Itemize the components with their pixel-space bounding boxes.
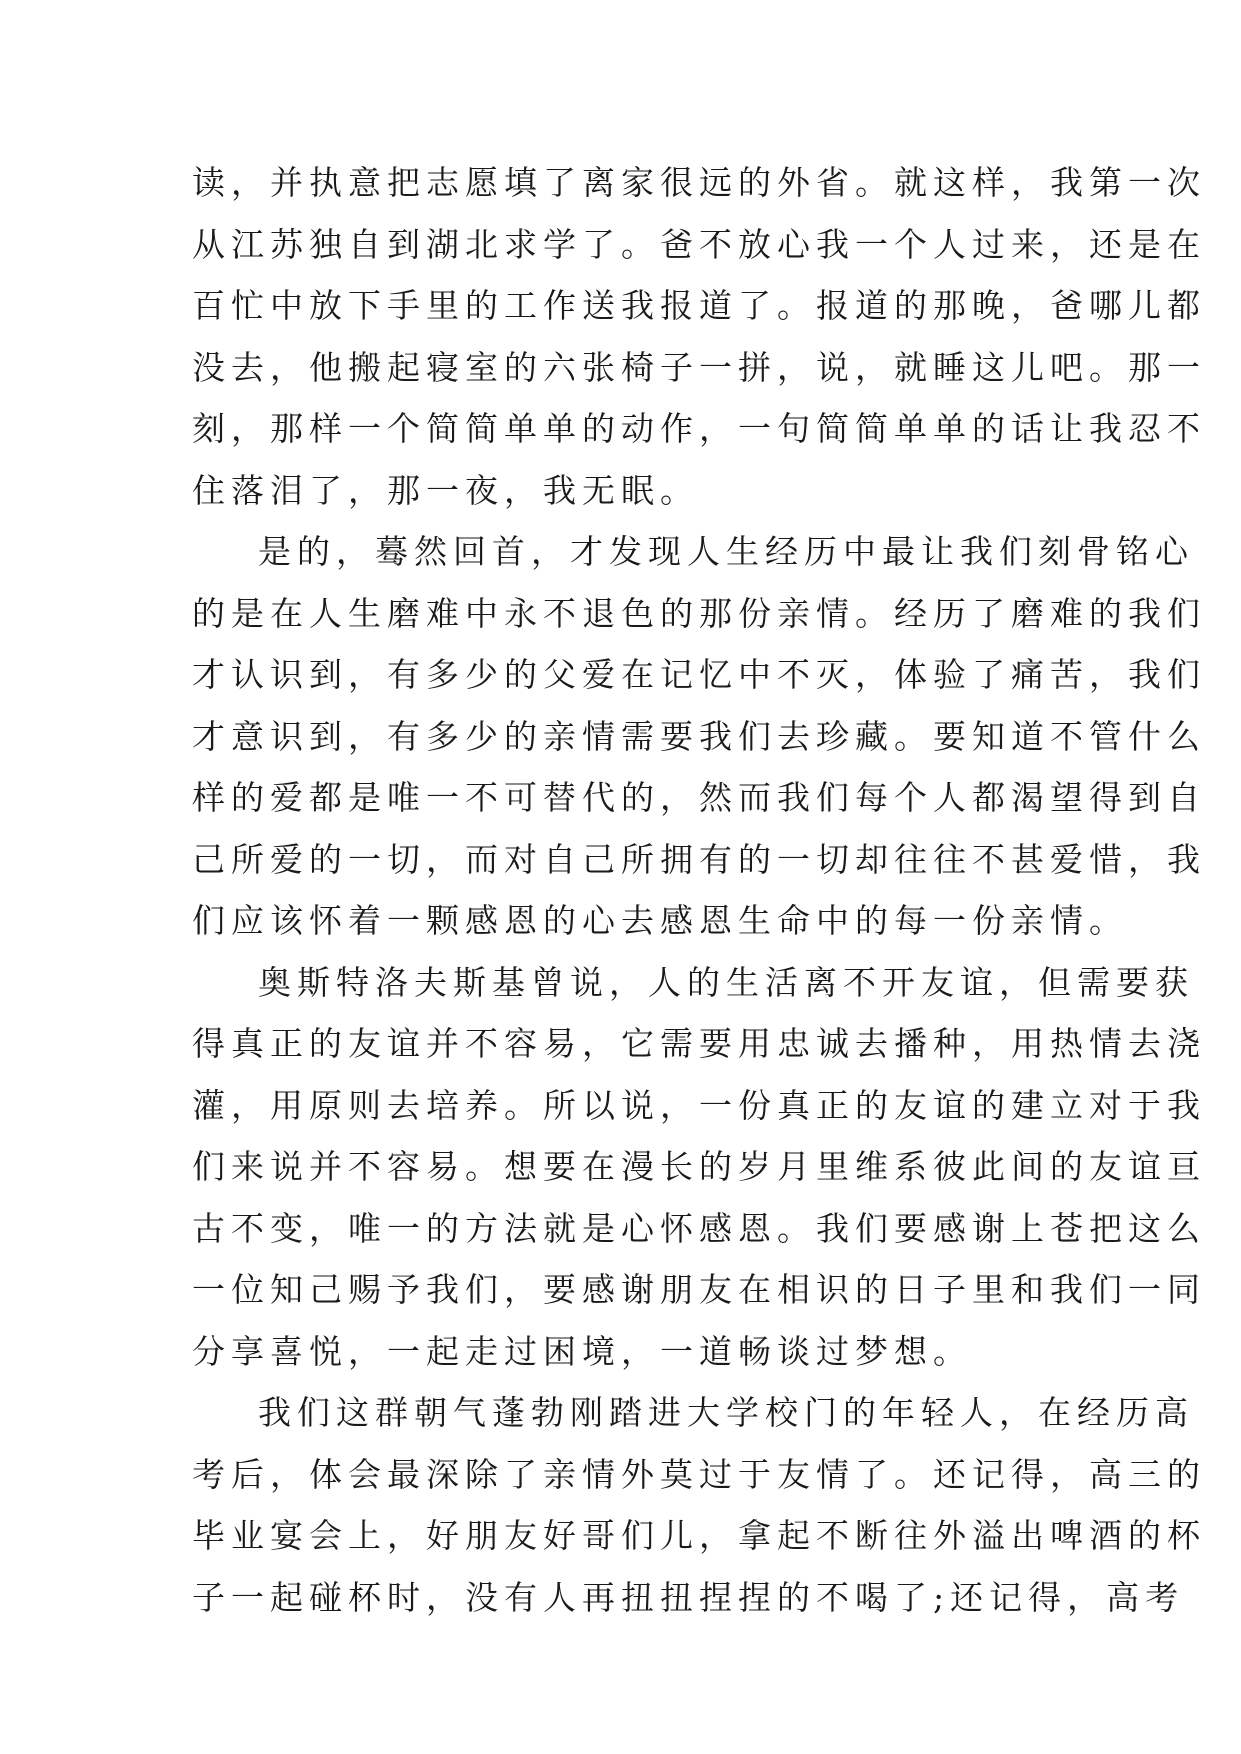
paragraph-first-line: 是的，蓦然回首，才发现人生经历中最让我们刻骨铭心	[258, 532, 1194, 571]
text-line: 们应该怀着一颗感恩的心去感恩生命中的每一份亲情。	[192, 901, 1128, 940]
text-line: 古不变，唯一的方法就是心怀感恩。我们要感谢上苍把这么	[192, 1208, 1206, 1248]
text-line: 刻，那样一个简简单单的动作，一句简简单单的话让我忍不	[192, 409, 1206, 448]
text-line: 百忙中放下手里的工作送我报道了。报道的那晚，爸哪儿都	[192, 286, 1206, 325]
text-line: 才认识到，有多少的父爱在记忆中不灭，体验了痛苦，我们	[192, 655, 1206, 694]
text-line: 从江苏独自到湖北求学了。爸不放心我一个人过来，还是在	[192, 224, 1206, 264]
text-line: 的是在人生磨难中永不退色的那份亲情。经历了磨难的我们	[192, 593, 1206, 633]
text-line: 子一起碰杯时，没有人再扭扭捏捏的不喝了;还记得，高考	[192, 1577, 1185, 1617]
text-line: 们来说并不容易。想要在漫长的岁月里维系彼此间的友谊亘	[192, 1147, 1206, 1186]
text-line: 灌，用原则去培养。所以说，一份真正的友谊的建立对于我	[192, 1085, 1206, 1125]
text-line: 一位知己赐予我们，要感谢朋友在相识的日子里和我们一同	[192, 1270, 1206, 1309]
text-line: 才意识到，有多少的亲情需要我们去珍藏。要知道不管什么	[192, 716, 1206, 756]
text-line: 毕业宴会上，好朋友好哥们儿，拿起不断往外溢出啤酒的杯	[192, 1516, 1206, 1555]
essay-body	[192, 152, 1206, 1628]
text-line: 得真正的友谊并不容易，它需要用忠诚去播种，用热情去浇	[192, 1024, 1206, 1063]
text-line: 读，并执意把志愿填了离家很远的外省。就这样，我第一次	[192, 163, 1206, 202]
text-line: 考后，体会最深除了亲情外莫过于友情了。还记得，高三的	[192, 1454, 1206, 1494]
text-line: 样的爱都是唯一不可替代的，然而我们每个人都渴望得到自	[192, 778, 1206, 817]
paragraph-first-line: 奥斯特洛夫斯基曾说，人的生活离不开友谊，但需要获	[258, 962, 1194, 1002]
text-line: 住落泪了，那一夜，我无眠。	[192, 470, 699, 510]
text-line: 没去，他搬起寝室的六张椅子一拼，说，就睡这儿吧。那一	[192, 347, 1206, 387]
paragraph-first-line: 我们这群朝气蓬勃刚踏进大学校门的年轻人，在经历高	[258, 1393, 1194, 1432]
text-line: 分享喜悦，一起走过困境，一道畅谈过梦想。	[192, 1331, 972, 1371]
text-line: 己所爱的一切，而对自己所拥有的一切却往往不甚爱惜，我	[192, 839, 1206, 879]
